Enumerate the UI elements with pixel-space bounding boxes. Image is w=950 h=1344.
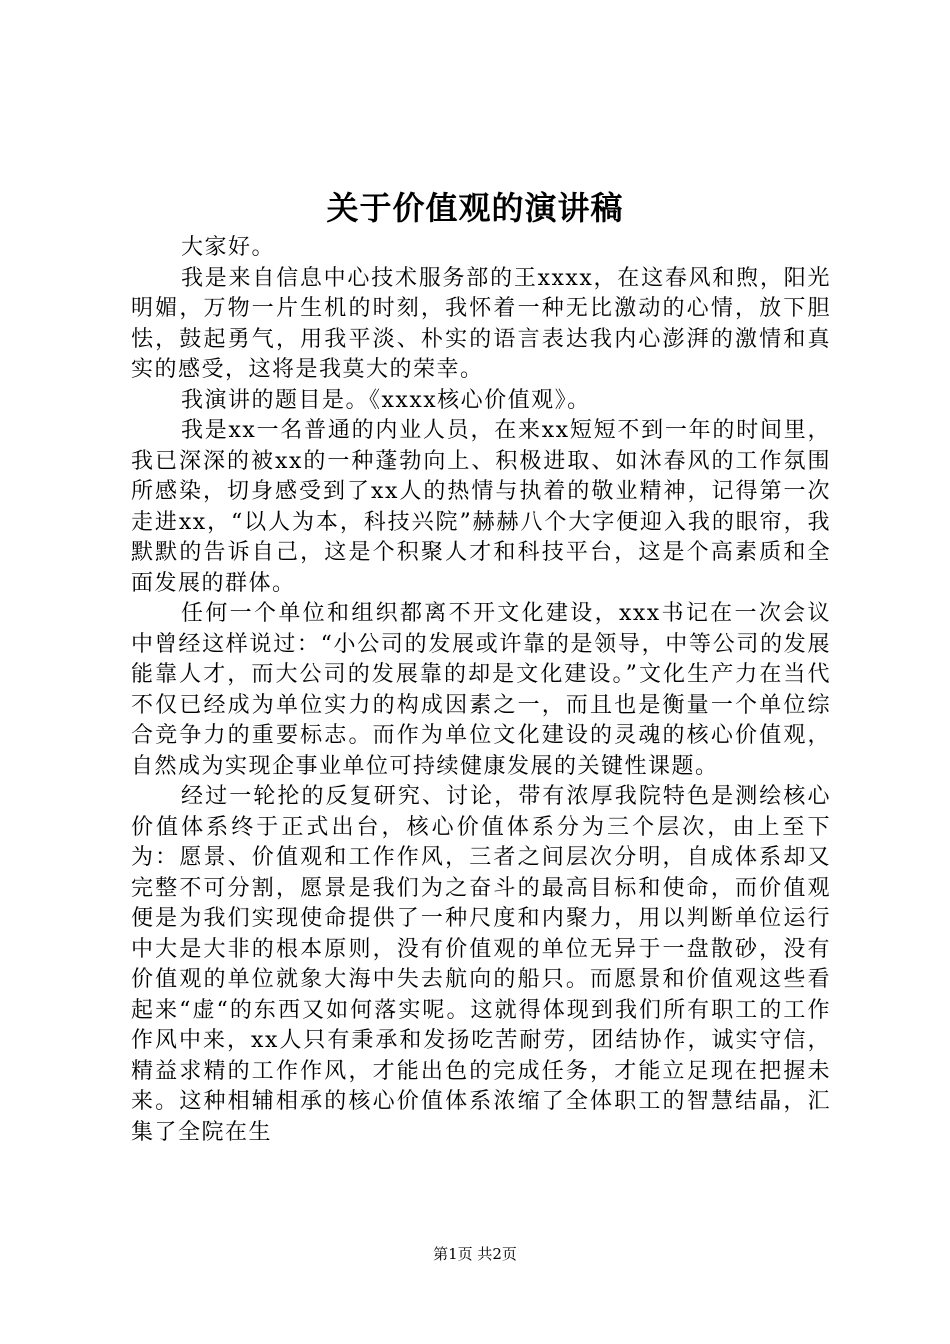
paragraph-experience: 我是xx一名普通的内业人员，在来xx短短不到一年的时间里，我已深深的被xx的一种蓬勃向上、积极进取、如沐春风的工作氛围所感染，切身感受到了xx人的热情与执着的敬业精神，记得第一次走进xx，“以人为本，科技兴院”赫赫八个大字便迎入我的眼帘，我默默的告诉自己，这是个积聚人才和科技平台，这是个高素质和全面发展的群体。 [131, 418, 831, 596]
paragraph-greeting: 大家好。 [181, 235, 276, 260]
document-title: 关于价值观的演讲稿 [326, 189, 624, 227]
document-body [131, 233, 831, 1148]
paragraph-topic: 我演讲的题目是。《xxxx核心价值观》。 [181, 387, 591, 413]
paragraph-culture: 任何一个单位和组织都离不开文化建设，xxx书记在一次会议中曾经这样说过：“小公司的发展或许靠的是领导，中等公司的发展能靠人才，而大公司的发展靠的却是文化建设。”文化生产力在当代不仅已经成为单位实力的构成因素之一，而且也是衡量一个单位综合竞争力的重要标志。而作为单位文化建设的灵魂的核心价值观，自然成为实现企事业单位可持续健康发展的关键性课题。 [131, 601, 831, 779]
page-number-footer: 第1页 共2页 [433, 1245, 517, 1263]
paragraph-value-system: 经过一轮抡的反复研究、讨论，带有浓厚我院特色是测绘核心价值体系终于正式出台，核心价值体系分为三个层次，由上至下为：愿景、价值观和工作作风，三者之间层次分明，自成体系却又完整不可分割，愿景是我们为之奋斗的最高目标和使命，而价值观便是为我们实现使命提供了一种尺度和内聚力，用以判断单位运行中大是大非的根本原则，没有价值观的单位无异于一盘散砂，没有价值观的单位就象大海中失去航向的船只。而愿景和价值观这些看起来“虚“的东西又如何落实呢。这就得体现到我们所有职工的工作作风中来，xx人只有秉承和发扬吃苦耐劳，团结协作，诚实守信，精益求精的工作作风，才能出色的完成任务，才能立足现在把握未来。这种相辅相承的核心价值体系浓缩了全体职工的智慧结晶，汇集了全院在生 [131, 784, 831, 1145]
paragraph-introduction: 我是来自信息中心技术服务部的王xxxx，在这春风和煦，阳光明媚，万物一片生机的时刻，我怀着一种无比激动的心情，放下胆怯，鼓起勇气，用我平淡、朴实的语言表达我内心澎湃的激情和真实的感受，这将是我莫大的荣幸。 [131, 265, 831, 382]
